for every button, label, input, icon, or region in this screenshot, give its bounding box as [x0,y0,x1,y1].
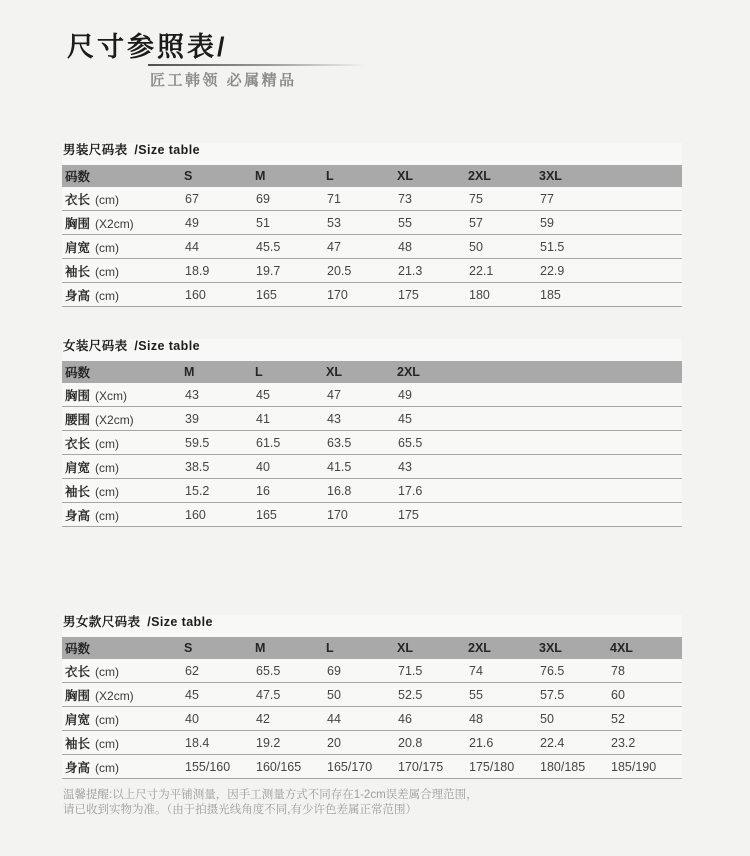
size-value-cell: 40 [256,459,270,474]
table-row [62,707,682,731]
row-label-cell [62,238,184,256]
womens-size-section [62,339,682,527]
size-value-cell: 19.7 [256,263,281,278]
section-title-en: /Size table [134,143,200,157]
row-label-cell [62,190,184,208]
size-value-cell: 43 [185,387,199,402]
size-value-cell: 45 [256,387,270,402]
size-value-cell: 175 [398,507,419,522]
size-value-cell: 74 [469,663,483,678]
size-value-cell: 53 [327,215,341,230]
row-label: 身高 [65,508,91,523]
size-value-cell: 43 [398,459,412,474]
size-column-header: L [255,365,263,379]
row-label: 肩宽 [65,240,91,255]
size-value-cell: 46 [398,711,412,726]
table-row [62,259,682,283]
size-value-cell: 45 [185,687,199,702]
size-column-header: S [184,169,193,183]
size-value-cell: 16 [256,483,270,498]
size-value-cell: 76.5 [540,663,565,678]
size-value-cell: 18.9 [185,263,210,278]
row-label: 身高 [65,760,91,775]
size-value-cell: 180 [469,287,490,302]
size-column-header: 4XL [610,641,633,655]
row-label-cell [62,710,184,728]
size-value-cell: 38.5 [185,459,210,474]
size-value-cell: 49 [398,387,412,402]
size-value-cell: 55 [398,215,412,230]
section-title [63,143,682,158]
row-label: 衣长 [65,436,91,451]
row-label-cell [62,482,184,500]
row-label-cell [62,386,184,404]
row-label-cell [62,734,184,752]
corner-header-label: 码数 [65,170,91,184]
section-title-cn: 女装尺码表 [63,339,128,353]
corner-header-cell [62,167,184,185]
row-label-cell [62,662,184,680]
table-row [62,455,682,479]
row-unit: (cm) [95,664,120,679]
row-label-cell [62,686,184,704]
size-value-cell: 185 [540,287,561,302]
size-value-cell: 48 [398,239,412,254]
size-table-header-row [62,637,682,659]
size-table-header-row [62,165,682,187]
row-label-cell [62,410,184,428]
size-value-cell: 160/165 [256,759,302,774]
row-label: 胸围 [65,388,91,403]
size-value-cell: 170 [327,287,348,302]
row-unit: (X2cm) [95,412,134,427]
size-value-cell: 47 [327,239,341,254]
note-line-1: 温馨提醒:以上尺寸为平铺测量，因手工测量方式不同存在1-2cm误差属合理范围， [63,789,478,801]
size-value-cell: 61.5 [256,435,281,450]
table-row [62,683,682,707]
table-row [62,731,682,755]
size-value-cell: 62 [185,663,199,678]
size-value-cell: 50 [327,687,341,702]
row-unit: (X2cm) [95,688,134,703]
table-row [62,407,682,431]
size-value-cell: 175/180 [469,759,515,774]
section-title-en: /Size table [147,615,213,629]
row-label: 肩宽 [65,460,91,475]
size-value-cell: 67 [185,191,199,206]
row-label-cell [62,286,184,304]
row-unit: (cm) [95,508,120,523]
row-label: 衣长 [65,192,91,207]
size-value-cell: 185/190 [611,759,657,774]
size-value-cell: 63.5 [327,435,352,450]
row-label-cell [62,458,184,476]
size-value-cell: 51.5 [540,239,565,254]
row-label-cell [62,434,184,452]
table-row [62,659,682,683]
size-column-header: 2XL [468,169,491,183]
size-value-cell: 73 [398,191,412,206]
size-value-cell: 41 [256,411,270,426]
size-value-cell: 75 [469,191,483,206]
size-column-header: XL [397,169,413,183]
size-value-cell: 18.4 [185,735,210,750]
size-value-cell: 71.5 [398,663,423,678]
size-column-header: L [326,169,334,183]
size-column-header: 2XL [468,641,491,655]
row-label-cell [62,758,184,776]
size-value-cell: 57 [469,215,483,230]
size-table-header-row [62,361,682,383]
size-value-cell: 20.5 [327,263,352,278]
row-label: 身高 [65,288,91,303]
page-title: 尺寸参照表/ [67,32,228,62]
size-value-cell: 23.2 [611,735,636,750]
row-unit: (cm) [95,460,120,475]
size-value-cell: 45 [398,411,412,426]
size-value-cell: 22.9 [540,263,565,278]
size-value-cell: 175 [398,287,419,302]
table-row [62,235,682,259]
section-title [63,339,682,354]
size-value-cell: 71 [327,191,341,206]
size-value-cell: 15.2 [185,483,210,498]
row-label: 衣长 [65,664,91,679]
size-value-cell: 21.6 [469,735,494,750]
size-value-cell: 55 [469,687,483,702]
size-value-cell: 165 [256,287,277,302]
row-label: 胸围 [65,216,91,231]
size-value-cell: 59 [540,215,554,230]
corner-header-label: 码数 [65,642,91,656]
size-value-cell: 170 [327,507,348,522]
section-title [63,615,682,630]
size-value-cell: 22.1 [469,263,494,278]
size-value-cell: 77 [540,191,554,206]
row-label-cell [62,262,184,280]
size-value-cell: 60 [611,687,625,702]
table-row [62,479,682,503]
size-column-header: 3XL [539,641,562,655]
row-unit: (cm) [95,736,120,751]
size-value-cell: 45.5 [256,239,281,254]
size-value-cell: 160 [185,507,206,522]
section-title-cn: 男装尺码表 [63,143,128,157]
size-value-cell: 59.5 [185,435,210,450]
row-label: 腰围 [65,412,91,427]
row-unit: (Xcm) [95,388,128,403]
sheet-header [62,30,750,90]
size-column-header: L [326,641,334,655]
note-line-2: 请已收到实物为准。（由于拍摄光线角度不同,有少许色差属正常范围） [63,804,417,816]
size-value-cell: 155/160 [185,759,231,774]
table-row [62,431,682,455]
mens-size-table [62,165,682,307]
size-value-cell: 17.6 [398,483,423,498]
size-value-cell: 20 [327,735,341,750]
table-row [62,283,682,307]
table-row [62,503,682,527]
size-value-cell: 48 [469,711,483,726]
title-underline [148,64,366,66]
row-unit: (cm) [95,436,120,451]
size-value-cell: 44 [327,711,341,726]
row-unit: (cm) [95,240,120,255]
row-unit: (cm) [95,760,120,775]
unisex-size-table [62,637,682,779]
corner-header-cell [62,639,184,657]
row-unit: (cm) [95,192,120,207]
row-label: 袖长 [65,736,91,751]
size-value-cell: 20.8 [398,735,423,750]
size-value-cell: 47 [327,387,341,402]
size-column-header: 2XL [397,365,420,379]
table-row [62,383,682,407]
size-value-cell: 52.5 [398,687,423,702]
page-subtitle: 匠工韩领 必属精品 [150,72,297,89]
size-column-header: 3XL [539,169,562,183]
size-value-cell: 160 [185,287,206,302]
womens-size-table [62,361,682,527]
size-value-cell: 69 [256,191,270,206]
size-value-cell: 42 [256,711,270,726]
size-value-cell: 44 [185,239,199,254]
size-value-cell: 49 [185,215,199,230]
row-label: 肩宽 [65,712,91,727]
size-column-header: XL [326,365,342,379]
size-value-cell: 39 [185,411,199,426]
size-value-cell: 180/185 [540,759,586,774]
size-column-header: M [255,169,266,183]
size-value-cell: 51 [256,215,270,230]
mens-size-section [62,143,682,307]
size-column-header: M [184,365,195,379]
row-label-cell [62,214,184,232]
size-value-cell: 43 [327,411,341,426]
row-label: 袖长 [65,264,91,279]
size-value-cell: 22.4 [540,735,565,750]
size-value-cell: 65.5 [398,435,423,450]
row-label: 袖长 [65,484,91,499]
section-title-en: /Size table [134,339,200,353]
size-value-cell: 52 [611,711,625,726]
size-value-cell: 41.5 [327,459,352,474]
corner-header-cell [62,363,184,381]
row-label: 胸围 [65,688,91,703]
size-value-cell: 21.3 [398,263,423,278]
row-unit: (X2cm) [95,216,134,231]
size-value-cell: 170/175 [398,759,444,774]
size-value-cell: 65.5 [256,663,281,678]
size-value-cell: 19.2 [256,735,281,750]
size-value-cell: 16.8 [327,483,352,498]
section-title-cn: 男女款尺码表 [63,615,141,629]
table-row [62,187,682,211]
size-value-cell: 69 [327,663,341,678]
size-column-header: M [255,641,266,655]
size-value-cell: 50 [540,711,554,726]
size-value-cell: 165/170 [327,759,373,774]
table-row [62,211,682,235]
size-value-cell: 165 [256,507,277,522]
row-unit: (cm) [95,264,120,279]
size-value-cell: 47.5 [256,687,281,702]
size-column-header: XL [397,641,413,655]
size-column-header: S [184,641,193,655]
row-unit: (cm) [95,712,120,727]
size-value-cell: 40 [185,711,199,726]
row-unit: (cm) [95,484,120,499]
unisex-size-section [62,615,682,779]
size-value-cell: 78 [611,663,625,678]
size-value-cell: 50 [469,239,483,254]
row-label-cell [62,506,184,524]
size-value-cell: 57.5 [540,687,565,702]
table-row [62,755,682,779]
row-unit: (cm) [95,288,120,303]
corner-header-label: 码数 [65,366,91,380]
measurement-disclaimer-note [63,788,703,818]
